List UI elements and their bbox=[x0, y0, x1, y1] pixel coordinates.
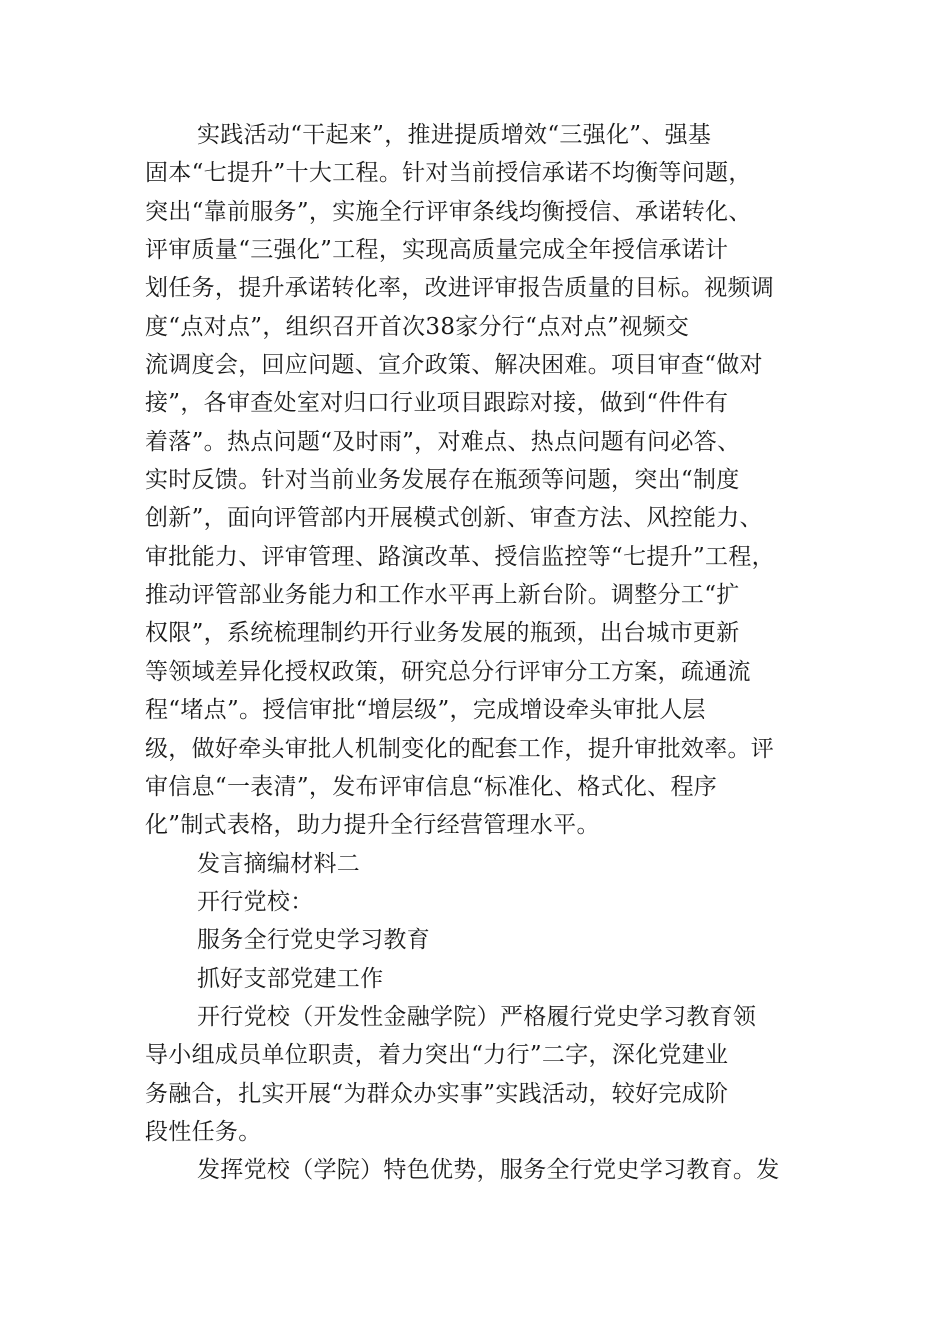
paragraph-line: 化”制式表格，助力提升全行经营管理水平。 bbox=[145, 812, 600, 839]
paragraph-line: 实时反馈。针对当前业务发展存在瓶颈等问题，突出“制度 bbox=[145, 467, 740, 494]
title-line: 抓好支部党建工作 bbox=[197, 965, 384, 992]
paragraph-line: 段性任务。 bbox=[145, 1118, 262, 1145]
paragraph-line: 评审质量“三强化”工程，实现高质量完成全年授信承诺计 bbox=[145, 237, 729, 264]
paragraph-line: 推动评管部业务能力和工作水平再上新台阶。调整分工“扩 bbox=[145, 582, 740, 609]
paragraph-line: 固本“七提升”十大工程。针对当前授信承诺不均衡等问题， bbox=[145, 160, 752, 187]
paragraph-line: 实践活动“干起来”，推进提质增效“三强化”、强基 bbox=[197, 122, 712, 148]
paragraph-line: 导小组成员单位职责，着力突出“力行”二字，深化党建业 bbox=[145, 1042, 729, 1069]
paragraph-line: 接”，各审查处室对归口行业项目跟踪对接，做到“件件有 bbox=[145, 390, 729, 417]
paragraph-line: 程“堵点”。授信审批“增层级”，完成增设牵头审批人层 bbox=[145, 697, 706, 724]
paragraph-line: 创新”，面向评管部内开展模式创新、审查方法、风控能力、 bbox=[145, 505, 763, 532]
paragraph-line: 审批能力、评审管理、路演改革、授信监控等“七提升”工程， bbox=[145, 543, 775, 570]
title-line: 服务全行党史学习教育 bbox=[197, 927, 430, 954]
paragraph-line: 权限”，系统梳理制约开行业务发展的瓶颈，出台城市更新 bbox=[145, 620, 740, 647]
paragraph-line: 开行党校（开发性金融学院）严格履行党史学习教育领 bbox=[197, 1003, 757, 1030]
paragraph-line: 发挥党校（学院）特色优势，服务全行党史学习教育。发 bbox=[197, 1157, 780, 1184]
paragraph-line: 级，做好牵头审批人机制变化的配套工作，提升审批效率。评 bbox=[145, 735, 775, 762]
speaker-line: 开行党校： bbox=[197, 888, 314, 915]
section-heading: 发言摘编材料二 bbox=[197, 850, 361, 877]
paragraph-line: 流调度会，回应问题、宣介政策、解决困难。项目审查“做对 bbox=[145, 352, 763, 379]
paragraph-line: 审信息“一表清”，发布评审信息“标准化、格式化、程序 bbox=[145, 773, 718, 800]
paragraph-line: 务融合，扎实开展“为群众办实事”实践活动，较好完成阶 bbox=[145, 1080, 729, 1107]
document-body bbox=[145, 116, 810, 1190]
paragraph-line: 突出“靠前服务”，实施全行评审条线均衡授信、承诺转化、 bbox=[145, 198, 752, 225]
paragraph-line: 度“点对点”，组织召开首次38家分行“点对点”视频交 bbox=[145, 313, 690, 340]
paragraph-line: 着落”。热点问题“及时雨”，对难点、热点问题有问必答、 bbox=[145, 428, 741, 455]
paragraph-line: 等领域差异化授权政策，研究总分行评审分工方案，疏通流 bbox=[145, 658, 751, 685]
paragraph-line: 划任务，提升承诺转化率，改进评审报告质量的目标。视频调 bbox=[145, 275, 775, 302]
